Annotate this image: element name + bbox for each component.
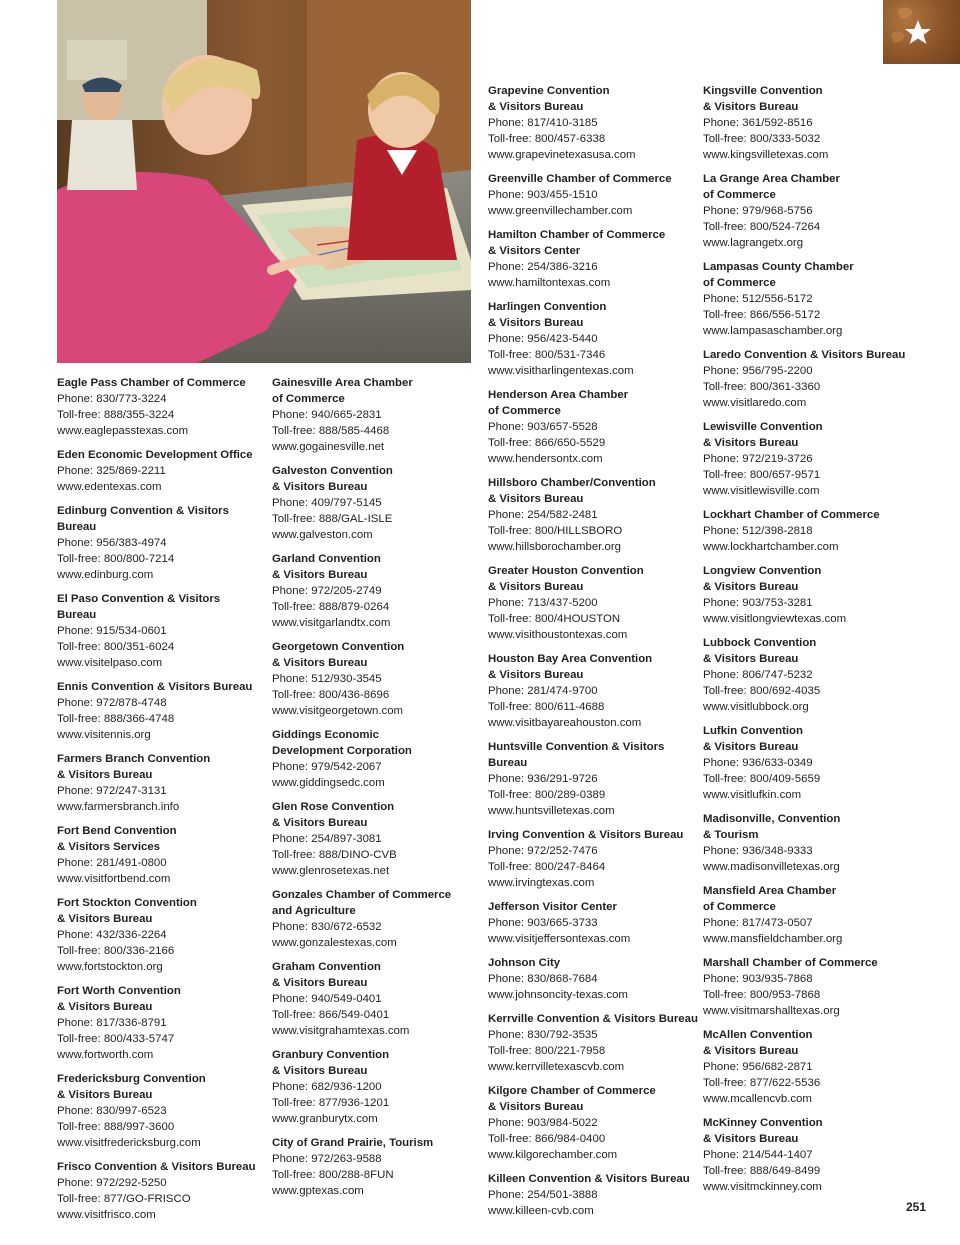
directory-entry — [488, 827, 700, 891]
entry-phone: Phone: 972/219-3726 — [703, 453, 813, 465]
entry-phone: Phone: 409/797-5145 — [272, 497, 382, 509]
directory-entry — [703, 563, 915, 627]
entry-name: Hamilton Chamber of Commerce — [488, 229, 666, 241]
directory-entry — [488, 955, 700, 1003]
entry-website-link[interactable]: www.kerrvilletexascvb.com — [488, 1061, 625, 1073]
entry-name: Glen Rose Convention — [272, 801, 395, 813]
entry-name: Graham Convention — [272, 961, 381, 973]
entry-name: & Visitors Bureau — [703, 101, 799, 113]
entry-name: & Visitors Services — [57, 841, 160, 853]
entry-toll-free: Toll-free: 800/288-8FUN — [272, 1169, 394, 1181]
entry-website-link[interactable]: www.edentexas.com — [57, 481, 162, 493]
entry-name: City of Grand Prairie, Tourism — [272, 1137, 434, 1149]
entry-website-link[interactable]: www.killeen-cvb.com — [488, 1205, 594, 1217]
directory-entry — [272, 551, 484, 631]
entry-website-link[interactable]: www.fortstockton.org — [57, 961, 163, 973]
directory-entry — [488, 899, 700, 947]
entry-name: Bureau — [57, 609, 97, 621]
entry-phone: Phone: 817/336-8791 — [57, 1017, 167, 1029]
entry-name: of Commerce — [703, 277, 776, 289]
entry-name: Houston Bay Area Convention — [488, 653, 653, 665]
entry-phone: Phone: 512/398-2818 — [703, 525, 813, 537]
entry-phone: Phone: 903/984-5022 — [488, 1117, 598, 1129]
entry-phone: Phone: 254/386-3216 — [488, 261, 598, 273]
entry-toll-free: Toll-free: 888/879-0264 — [272, 601, 390, 613]
entry-toll-free: Toll-free: 800/457-6338 — [488, 133, 606, 145]
entry-phone: Phone: 936/348-9333 — [703, 845, 813, 857]
entry-website-link[interactable]: www.visitlewisville.com — [703, 485, 820, 497]
entry-name: Gainesville Area Chamber — [272, 377, 413, 389]
column-entries — [272, 375, 484, 1199]
directory-entry — [703, 955, 915, 1019]
entry-phone: Phone: 682/936-1200 — [272, 1081, 382, 1093]
directory-entry — [272, 639, 484, 719]
entry-phone: Phone: 903/455-1510 — [488, 189, 598, 201]
entry-name: Eden Economic Development Office — [57, 449, 253, 461]
entry-toll-free: Toll-free: 888/649-8499 — [703, 1165, 821, 1177]
entry-phone: Phone: 956/383-4974 — [57, 537, 167, 549]
entry-name: Garland Convention — [272, 553, 381, 565]
entry-name: Lubbock Convention — [703, 637, 817, 649]
column-entries — [703, 83, 915, 1195]
entry-name: Harlingen Convention — [488, 301, 607, 313]
entry-name: La Grange Area Chamber — [703, 173, 840, 185]
entry-phone: Phone: 903/935-7868 — [703, 973, 813, 985]
entry-phone: Phone: 830/792-3535 — [488, 1029, 598, 1041]
entry-phone: Phone: 830/868-7684 — [488, 973, 598, 985]
directory-entry — [703, 171, 915, 251]
entry-name: Kingsville Convention — [703, 85, 823, 97]
entry-name: & Visitors Bureau — [57, 1089, 153, 1101]
directory-entry — [272, 959, 484, 1039]
entry-phone: Phone: 512/556-5172 — [703, 293, 813, 305]
directory-entry — [488, 227, 700, 291]
directory-entry — [488, 387, 700, 467]
entry-toll-free: Toll-free: 800/221-7958 — [488, 1045, 606, 1057]
entry-toll-free: Toll-free: 800/657-9571 — [703, 469, 821, 481]
directory-entry — [703, 883, 915, 947]
entry-website-link[interactable]: www.visitlufkin.com — [703, 789, 802, 801]
directory-entry — [703, 259, 915, 339]
entry-name: & Visitors Center — [488, 245, 581, 257]
entry-toll-free: Toll-free: 800/531-7346 — [488, 349, 606, 361]
entry-name: McKinney Convention — [703, 1117, 823, 1129]
corner-badge — [883, 0, 960, 64]
directory-entry — [57, 895, 269, 975]
directory-entry — [57, 375, 269, 439]
entry-name: Ennis Convention & Visitors Bureau — [57, 681, 253, 693]
entry-website-link[interactable]: www.greenvillechamber.com — [488, 205, 633, 217]
entry-name: Granbury Convention — [272, 1049, 390, 1061]
directory-entry — [57, 591, 269, 671]
entry-name: Kerrville Convention & Visitors Bureau — [488, 1013, 698, 1025]
entry-website-link[interactable]: www.visitfrisco.com — [57, 1209, 156, 1221]
entry-name: Galveston Convention — [272, 465, 393, 477]
entry-name: Georgetown Convention — [272, 641, 405, 653]
entry-phone: Phone: 972/247-3131 — [57, 785, 167, 797]
entry-phone: Phone: 972/878-4748 — [57, 697, 167, 709]
entry-website-link[interactable]: www.eaglepasstexas.com — [57, 425, 189, 437]
entry-name: & Visitors Bureau — [272, 569, 368, 581]
entry-website-link[interactable]: www.visitmckinney.com — [703, 1181, 822, 1193]
entry-phone: Phone: 956/795-2200 — [703, 365, 813, 377]
directory-entry — [57, 1159, 269, 1223]
entry-toll-free: Toll-free: 800/800-7214 — [57, 553, 175, 565]
entry-phone: Phone: 254/582-2481 — [488, 509, 598, 521]
entry-name: Greenville Chamber of Commerce — [488, 173, 672, 185]
entry-website-link[interactable]: www.mcallencvb.com — [703, 1093, 812, 1105]
entry-phone: Phone: 281/491-0800 — [57, 857, 167, 869]
entry-toll-free: Toll-free: 800/289-0389 — [488, 789, 606, 801]
entry-website-link[interactable]: www.irvingtexas.com — [488, 877, 595, 889]
directory-entry — [57, 447, 269, 495]
entry-name: & Visitors Bureau — [272, 817, 368, 829]
directory-entry — [57, 751, 269, 815]
entry-toll-free: Toll-free: 866/556-5172 — [703, 309, 821, 321]
entry-phone: Phone: 979/542-2067 — [272, 761, 382, 773]
entry-name: & Visitors Bureau — [703, 581, 799, 593]
entry-phone: Phone: 972/252-7476 — [488, 845, 598, 857]
entry-toll-free: Toll-free: 800/436-8696 — [272, 689, 390, 701]
entry-toll-free: Toll-free: 877/GO-FRISCO — [57, 1193, 191, 1205]
entry-toll-free: Toll-free: 800/524-7264 — [703, 221, 821, 233]
entry-name: & Visitors Bureau — [272, 657, 368, 669]
entry-website-link[interactable]: www.visitlongviewtexas.com — [703, 613, 847, 625]
entry-toll-free: Toll-free: 888/997-3600 — [57, 1121, 175, 1133]
entry-name: Fort Stockton Convention — [57, 897, 197, 909]
entry-name: Johnson City — [488, 957, 561, 969]
entry-toll-free: Toll-free: 800/351-6024 — [57, 641, 175, 653]
entry-website-link[interactable]: www.gogainesville.net — [272, 441, 385, 453]
star-icon — [883, 0, 960, 64]
entry-phone: Phone: 903/665-3733 — [488, 917, 598, 929]
entry-toll-free: Toll-free: 866/984-0400 — [488, 1133, 606, 1145]
entry-name: Edinburg Convention & Visitors Bureau — [57, 505, 229, 533]
directory-entry — [488, 171, 700, 219]
entry-phone: Phone: 512/930-3545 — [272, 673, 382, 685]
visitor-center-photo — [57, 0, 471, 363]
entry-name: Development Corporation — [272, 745, 412, 757]
entry-name: Henderson Area Chamber — [488, 389, 629, 401]
entry-name: & Visitors Bureau — [488, 581, 584, 593]
entry-website-link[interactable]: www.kilgorechamber.com — [488, 1149, 618, 1161]
entry-phone: Phone: 806/747-5232 — [703, 669, 813, 681]
entry-name: & Visitors Bureau — [57, 1001, 153, 1013]
entry-name: & Visitors Bureau — [57, 769, 153, 781]
entry-toll-free: Toll-free: 888/GAL-ISLE — [272, 513, 393, 525]
entry-name: & Visitors Bureau — [488, 1101, 584, 1113]
entry-website-link[interactable]: www.visitelpaso.com — [57, 657, 163, 669]
entry-website-link[interactable]: www.grapevinetexasusa.com — [488, 149, 636, 161]
entry-website-link[interactable]: www.visitfortbend.com — [57, 873, 171, 885]
entry-website-link[interactable]: www.visitgrahamtexas.com — [272, 1025, 410, 1037]
directory-entry — [488, 1171, 700, 1219]
directory-entry — [703, 811, 915, 875]
directory-entry — [703, 347, 915, 411]
entry-website-link[interactable]: www.visitlaredo.com — [703, 397, 807, 409]
entry-website-link[interactable]: www.lockhartchamber.com — [703, 541, 839, 553]
entry-name: Huntsville Convention & Visitors Bureau — [488, 741, 665, 769]
directory-entry — [703, 635, 915, 715]
directory-entry — [703, 1027, 915, 1107]
entry-phone: Phone: 361/592-8516 — [703, 117, 813, 129]
directory-entry — [272, 375, 484, 455]
entry-website-link[interactable]: www.visitharlingentexas.com — [488, 365, 634, 377]
entry-name: & Visitors Bureau — [272, 481, 368, 493]
entry-name: of Commerce — [703, 189, 776, 201]
entry-name: Lockhart Chamber of Commerce — [703, 509, 880, 521]
entry-name: Irving Convention & Visitors Bureau — [488, 829, 684, 841]
directory-entry — [488, 299, 700, 379]
entry-toll-free: Toll-free: 800/433-5747 — [57, 1033, 175, 1045]
entry-toll-free: Toll-free: 888/DINO-CVB — [272, 849, 397, 861]
entry-name: & Visitors Bureau — [272, 1065, 368, 1077]
entry-name: Mansfield Area Chamber — [703, 885, 837, 897]
entry-website-link[interactable]: www.johnsoncity-texas.com — [488, 989, 628, 1001]
entry-name: Giddings Economic — [272, 729, 379, 741]
entry-website-link[interactable]: www.granburytx.com — [272, 1113, 378, 1125]
entry-name: Lewisville Convention — [703, 421, 823, 433]
directory-entry — [703, 723, 915, 803]
entry-phone: Phone: 903/657-5528 — [488, 421, 598, 433]
entry-name: Gonzales Chamber of Commerce — [272, 889, 452, 901]
entry-name: Frisco Convention & Visitors Bureau — [57, 1161, 256, 1173]
entry-name: of Commerce — [272, 393, 345, 405]
entry-website-link[interactable]: www.galveston.com — [272, 529, 373, 541]
entry-name: & Visitors Bureau — [488, 317, 584, 329]
entry-phone: Phone: 936/291-9726 — [488, 773, 598, 785]
entry-website-link[interactable]: www.hillsborochamber.org — [488, 541, 621, 553]
entry-toll-free: Toll-free: 877/622-5536 — [703, 1077, 821, 1089]
entry-website-link[interactable]: www.farmersbranch.info — [57, 801, 180, 813]
directory-entry — [488, 1083, 700, 1163]
entry-phone: Phone: 940/549-0401 — [272, 993, 382, 1005]
entry-name: McAllen Convention — [703, 1029, 813, 1041]
entry-name: of Commerce — [488, 405, 561, 417]
entry-website-link[interactable]: www.visitfredericksburg.com — [57, 1137, 201, 1149]
entry-name: & Visitors Bureau — [272, 977, 368, 989]
entry-name: Greater Houston Convention — [488, 565, 644, 577]
entry-phone: Phone: 979/968-5756 — [703, 205, 813, 217]
entry-website-link[interactable]: www.visithoustontexas.com — [488, 629, 628, 641]
entry-phone: Phone: 830/997-6523 — [57, 1105, 167, 1117]
entry-name: Kilgore Chamber of Commerce — [488, 1085, 656, 1097]
entry-phone: Phone: 956/423-5440 — [488, 333, 598, 345]
photo-illustration — [57, 0, 471, 363]
entry-phone: Phone: 214/544-1407 — [703, 1149, 813, 1161]
directory-entry — [488, 651, 700, 731]
entry-phone: Phone: 254/897-3081 — [272, 833, 382, 845]
directory-entry — [272, 887, 484, 951]
entry-phone: Phone: 817/410-3185 — [488, 117, 598, 129]
entry-name: Killeen Convention & Visitors Bureau — [488, 1173, 690, 1185]
entry-name: & Visitors Bureau — [703, 741, 799, 753]
entry-website-link[interactable]: www.glenrosetexas.net — [272, 865, 390, 877]
entry-website-link[interactable]: www.visitennis.org — [57, 729, 151, 741]
entry-name: Fort Bend Convention — [57, 825, 177, 837]
entry-name: Lufkin Convention — [703, 725, 803, 737]
entry-toll-free: Toll-free: 888/355-3224 — [57, 409, 175, 421]
entry-phone: Phone: 940/665-2831 — [272, 409, 382, 421]
entry-phone: Phone: 956/682-2871 — [703, 1061, 813, 1073]
entry-name: Madisonville, Convention — [703, 813, 841, 825]
entry-toll-free: Toll-free: 800/4HOUSTON — [488, 613, 621, 625]
entry-website-link[interactable]: www.madisonvilletexas.org — [703, 861, 840, 873]
entry-name: & Visitors Bureau — [703, 653, 799, 665]
directory-entry — [57, 503, 269, 583]
entry-name: & Visitors Bureau — [488, 493, 584, 505]
entry-toll-free: Toll-free: 800/336-2166 — [57, 945, 175, 957]
entry-toll-free: Toll-free: 800/361-3360 — [703, 381, 821, 393]
entry-name: Farmers Branch Convention — [57, 753, 211, 765]
entry-name: Jefferson Visitor Center — [488, 901, 617, 913]
entry-phone: Phone: 817/473-0507 — [703, 917, 813, 929]
directory-entry — [57, 1071, 269, 1151]
entry-website-link[interactable]: www.visitgeorgetown.com — [272, 705, 404, 717]
entry-phone: Phone: 915/534-0601 — [57, 625, 167, 637]
directory-entry — [272, 463, 484, 543]
entry-website-link[interactable]: www.visitlubbock.org — [703, 701, 809, 713]
entry-name: El Paso Convention & Visitors — [57, 593, 221, 605]
entry-website-link[interactable]: www.visitjeffersontexas.com — [488, 933, 631, 945]
entry-toll-free: Toll-free: 800/692-4035 — [703, 685, 821, 697]
entry-website-link[interactable]: www.gonzalestexas.com — [272, 937, 397, 949]
directory-entry — [272, 1135, 484, 1199]
entry-website-link[interactable]: www.huntsvilletexas.com — [488, 805, 615, 817]
entry-phone: Phone: 325/869-2211 — [57, 465, 166, 477]
entry-phone: Phone: 936/633-0349 — [703, 757, 813, 769]
entry-website-link[interactable]: www.visitbayareahouston.com — [488, 717, 642, 729]
directory-entry — [57, 679, 269, 743]
directory-column-4 — [703, 83, 915, 1203]
entry-website-link[interactable]: www.visitmarshalltexas.org — [703, 1005, 840, 1017]
entry-toll-free: Toll-free: 800/247-8464 — [488, 861, 606, 873]
entry-name: & Visitors Bureau — [703, 1133, 799, 1145]
directory-column-3 — [488, 83, 700, 1227]
entry-toll-free: Toll-free: 800/333-5032 — [703, 133, 821, 145]
directory-entry — [703, 507, 915, 555]
entry-website-link[interactable]: www.hendersontx.com — [488, 453, 603, 465]
entry-name: Longview Convention — [703, 565, 822, 577]
entry-name: Hillsboro Chamber/Convention — [488, 477, 656, 489]
entry-phone: Phone: 972/292-5250 — [57, 1177, 167, 1189]
entry-phone: Phone: 432/336-2264 — [57, 929, 167, 941]
entry-name: Laredo Convention & Visitors Bureau — [703, 349, 906, 361]
entry-website-link[interactable]: www.giddingsedc.com — [272, 777, 385, 789]
column-entries — [57, 375, 269, 1223]
entry-name: Fort Worth Convention — [57, 985, 181, 997]
entry-website-link[interactable]: www.lagrangetx.org — [703, 237, 804, 249]
directory-entry — [488, 1011, 700, 1075]
entry-phone: Phone: 903/753-3281 — [703, 597, 813, 609]
entry-toll-free: Toll-free: 800/409-5659 — [703, 773, 821, 785]
directory-column-2 — [272, 375, 484, 1207]
entry-name: Lampasas County Chamber — [703, 261, 854, 273]
directory-entry — [703, 1115, 915, 1195]
entry-website-link[interactable]: www.kingsvilletexas.com — [703, 149, 829, 161]
directory-entry — [488, 83, 700, 163]
entry-website-link[interactable]: www.hamiltontexas.com — [488, 277, 611, 289]
entry-name: & Visitors Bureau — [57, 913, 153, 925]
directory-entry — [272, 1047, 484, 1127]
entry-website-link[interactable]: www.fortworth.com — [57, 1049, 154, 1061]
entry-toll-free: Toll-free: 866/650-5529 — [488, 437, 606, 449]
entry-toll-free: Toll-free: 866/549-0401 — [272, 1009, 390, 1021]
entry-phone: Phone: 830/672-6532 — [272, 921, 382, 933]
entry-toll-free: Toll-free: 800/HILLSBORO — [488, 525, 623, 537]
entry-phone: Phone: 972/263-9588 — [272, 1153, 382, 1165]
entry-phone: Phone: 281/474-9700 — [488, 685, 598, 697]
entry-name: Eagle Pass Chamber of Commerce — [57, 377, 246, 389]
entry-phone: Phone: 254/501-3888 — [488, 1189, 598, 1201]
directory-entry — [703, 83, 915, 163]
entry-website-link[interactable]: www.gptexas.com — [272, 1185, 364, 1197]
entry-name: and Agriculture — [272, 905, 356, 917]
entry-phone: Phone: 713/437-5200 — [488, 597, 598, 609]
entry-website-link[interactable]: www.mansfieldchamber.org — [703, 933, 843, 945]
directory-entry — [272, 799, 484, 879]
directory-entry — [488, 563, 700, 643]
entry-website-link[interactable]: www.lampasaschamber.org — [703, 325, 843, 337]
directory-entry — [272, 727, 484, 791]
directory-entry — [703, 419, 915, 499]
entry-name: & Visitors Bureau — [703, 437, 799, 449]
directory-column-1 — [57, 375, 269, 1231]
directory-entry — [57, 823, 269, 887]
entry-toll-free: Toll-free: 888/366-4748 — [57, 713, 175, 725]
entry-name: & Visitors Bureau — [488, 101, 584, 113]
entry-toll-free: Toll-free: 888/585-4468 — [272, 425, 390, 437]
entry-website-link[interactable]: www.visitgarlandtx.com — [272, 617, 391, 629]
entry-phone: Phone: 972/205-2749 — [272, 585, 382, 597]
entry-website-link[interactable]: www.edinburg.com — [57, 569, 154, 581]
entry-name: Fredericksburg Convention — [57, 1073, 206, 1085]
column-entries — [488, 83, 700, 1219]
entry-phone: Phone: 830/773-3224 — [57, 393, 167, 405]
entry-toll-free: Toll-free: 800/611-4688 — [488, 701, 605, 713]
entry-toll-free: Toll-free: 800/953-7868 — [703, 989, 821, 1001]
page-number: 251 — [906, 1200, 927, 1214]
entry-name: & Tourism — [703, 829, 759, 841]
entry-name: & Visitors Bureau — [488, 669, 584, 681]
entry-name: Marshall Chamber of Commerce — [703, 957, 878, 969]
directory-entry — [57, 983, 269, 1063]
directory-entry — [488, 739, 700, 819]
entry-name: of Commerce — [703, 901, 776, 913]
directory-entry — [488, 475, 700, 555]
entry-name: Grapevine Convention — [488, 85, 610, 97]
entry-name: & Visitors Bureau — [703, 1045, 799, 1057]
entry-toll-free: Toll-free: 877/936-1201 — [272, 1097, 390, 1109]
